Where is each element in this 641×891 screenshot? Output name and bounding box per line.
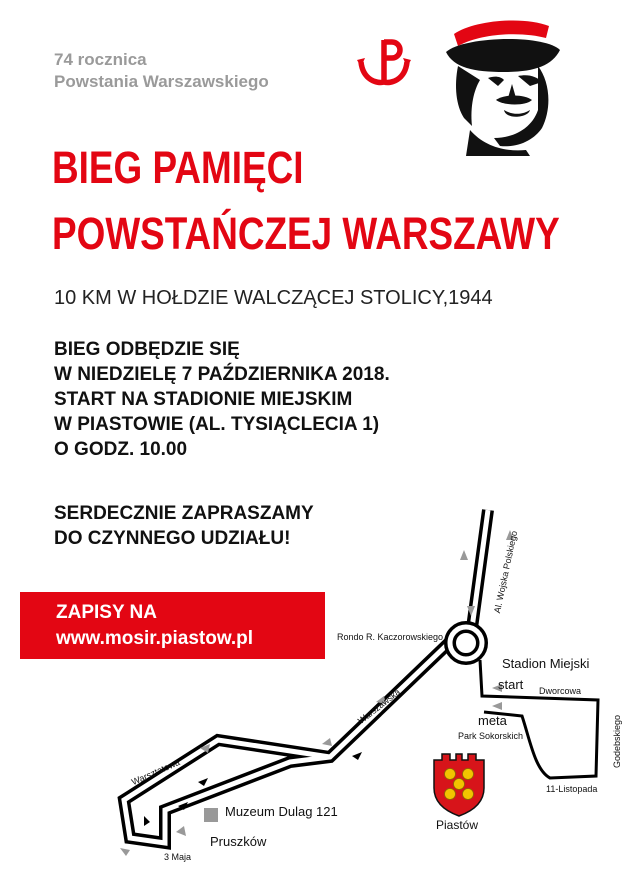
piastow-coat-of-arms-icon	[430, 752, 488, 818]
title-line1: BIEG PAMIĘCI	[52, 142, 304, 193]
label-listopada: 11-Listopada	[546, 784, 598, 794]
invite-line: SERDECZNIE ZAPRASZAMY	[54, 503, 314, 524]
info-line: W NIEDZIELĘ 7 PAŹDZIERNIKA 2018.	[54, 364, 390, 385]
anniversary-line1: 74 rocznica	[54, 50, 147, 69]
registration-link[interactable]: www.mosir.piastow.pl	[56, 628, 254, 649]
label-warsztatowa: Warsztatowa	[130, 756, 182, 788]
label-start: start	[498, 677, 524, 692]
label-rondo: Rondo R. Kaczorowskiego	[337, 632, 444, 642]
label-stadion: Stadion Miejski	[502, 656, 590, 671]
label-godebskiego: Godebskiego	[612, 714, 622, 768]
label-piastow: Piastów	[436, 818, 479, 832]
registration-line1: ZAPISY NA	[56, 602, 158, 623]
info-line: START NA STADIONIE MIEJSKIM	[54, 389, 353, 410]
info-line: BIEG ODBĘDZIE SIĘ	[54, 339, 240, 360]
label-3-maja: 3 Maja	[164, 852, 192, 862]
label-muzeum: Muzeum Dulag 121	[225, 804, 338, 819]
info-line: O GODZ. 10.00	[54, 439, 188, 460]
anniversary-line2: Powstania Warszawskiego	[54, 72, 269, 91]
museum-marker	[204, 808, 218, 822]
label-wojska-polskiego: Al. Wojska Polskiego	[492, 529, 520, 615]
label-dworcowa: Dworcowa	[539, 686, 582, 696]
invite-line: DO CZYNNEGO UDZIAŁU!	[54, 528, 291, 549]
info-line: W PIASTOWIE (AL. TYSIĄCLECIA 1)	[54, 414, 380, 435]
label-meta: meta	[478, 713, 507, 728]
label-pruszkow: Pruszków	[210, 834, 267, 849]
title-line2: POWSTAŃCZEJ WARSZAWY	[52, 208, 560, 259]
label-warszawska: Warszawska	[356, 686, 403, 726]
label-park: Park Sokorskich	[458, 731, 524, 741]
subtitle: 10 KM W HOŁDZIE WALCZĄCEJ STOLICY,1944	[54, 287, 493, 309]
